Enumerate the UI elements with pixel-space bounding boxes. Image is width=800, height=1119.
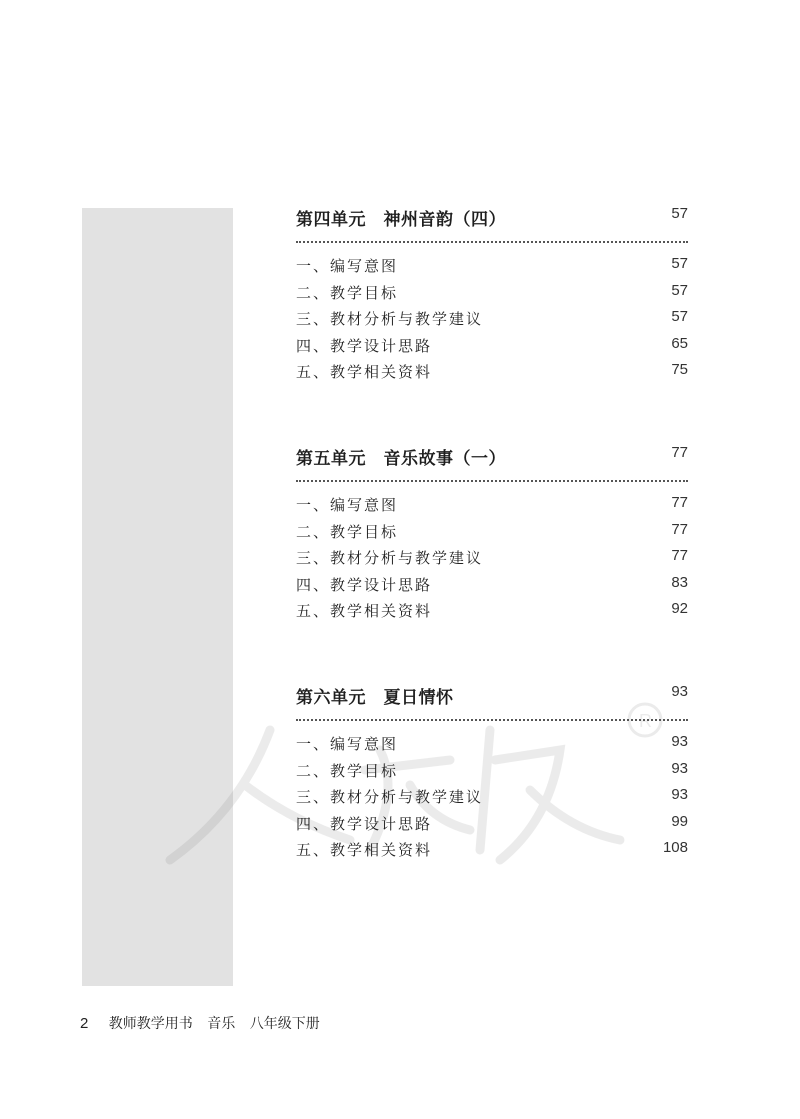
toc-item-label: 三、教材分析与教学建议 [296, 549, 484, 567]
toc-item-page: 93 [671, 786, 688, 803]
toc-item[interactable] [296, 255, 688, 282]
toc-item-page: 57 [671, 255, 688, 272]
footer-grade: 八年级下册 [249, 1016, 320, 1032]
unit-heading[interactable] [296, 444, 688, 470]
unit-heading[interactable] [296, 205, 688, 231]
toc-item-label: 二、教学目标 [296, 283, 399, 302]
toc-item[interactable] [296, 574, 688, 601]
toc-item[interactable] [296, 494, 688, 521]
footer-book-title: 教师教学用书 [108, 1016, 193, 1032]
toc-item[interactable] [296, 839, 688, 866]
toc-item-label: 四、教学设计思路 [296, 814, 433, 833]
toc-item-page: 99 [671, 812, 688, 830]
toc-item-label: 一、编写意图 [296, 257, 399, 275]
toc-item-label: 四、教学设计思路 [296, 336, 433, 355]
toc-item-label: 一、编写意图 [296, 496, 399, 514]
dotted-divider [296, 719, 688, 721]
unit-title: 第五单元 音乐故事（一） [296, 449, 506, 469]
toc-item-page: 77 [671, 547, 688, 564]
unit-page-number: 77 [671, 444, 688, 461]
toc-item[interactable] [296, 600, 688, 627]
footer-subject: 音乐 [207, 1016, 236, 1032]
unit-page-number: 57 [671, 205, 688, 222]
toc-item-label: 五、教学相关资料 [296, 363, 433, 381]
toc-item-page: 75 [671, 361, 688, 378]
toc-item-label: 三、教材分析与教学建议 [296, 310, 484, 328]
dotted-divider [296, 480, 688, 482]
toc-item[interactable] [296, 813, 688, 840]
toc-item-page: 93 [671, 733, 688, 750]
toc-item-page: 93 [671, 759, 688, 777]
toc-item-page: 92 [671, 600, 688, 617]
toc-unit-5 [296, 444, 688, 627]
toc-item-page: 57 [671, 281, 688, 299]
toc-item[interactable] [296, 521, 688, 548]
toc-item-label: 二、教学目标 [296, 761, 399, 780]
unit-heading[interactable] [296, 683, 688, 709]
unit-title: 第四单元 神州音韵（四） [296, 210, 506, 230]
toc-item-page: 108 [662, 839, 688, 856]
toc-item-label: 五、教学相关资料 [296, 841, 433, 859]
toc-item-label: 五、教学相关资料 [296, 602, 433, 620]
dotted-divider [296, 241, 688, 243]
toc-item[interactable] [296, 335, 688, 362]
toc-item-label: 二、教学目标 [296, 522, 399, 541]
toc-item[interactable] [296, 786, 688, 813]
toc-unit-4 [296, 205, 688, 388]
side-gray-bar [82, 208, 233, 986]
unit-title: 第六单元 夏日情怀 [296, 688, 454, 708]
toc-item-page: 77 [671, 520, 688, 538]
toc-item-page: 77 [671, 494, 688, 511]
toc-item-label: 一、编写意图 [296, 735, 399, 753]
toc-item[interactable] [296, 760, 688, 787]
toc-unit-6 [296, 683, 688, 866]
toc-item-label: 三、教材分析与教学建议 [296, 788, 484, 806]
toc-item[interactable] [296, 308, 688, 335]
unit-page-number: 93 [671, 683, 688, 700]
page-footer [80, 1013, 330, 1033]
toc-item[interactable] [296, 361, 688, 388]
toc-item-page: 57 [671, 308, 688, 325]
toc-item-label: 四、教学设计思路 [296, 575, 433, 594]
svg-text:R: R [639, 711, 652, 731]
footer-page-number: 2 [80, 1015, 89, 1032]
toc-item[interactable] [296, 547, 688, 574]
toc-item[interactable] [296, 282, 688, 309]
toc-item-page: 83 [671, 573, 688, 591]
toc-item-page: 65 [671, 334, 688, 352]
toc-item[interactable] [296, 733, 688, 760]
